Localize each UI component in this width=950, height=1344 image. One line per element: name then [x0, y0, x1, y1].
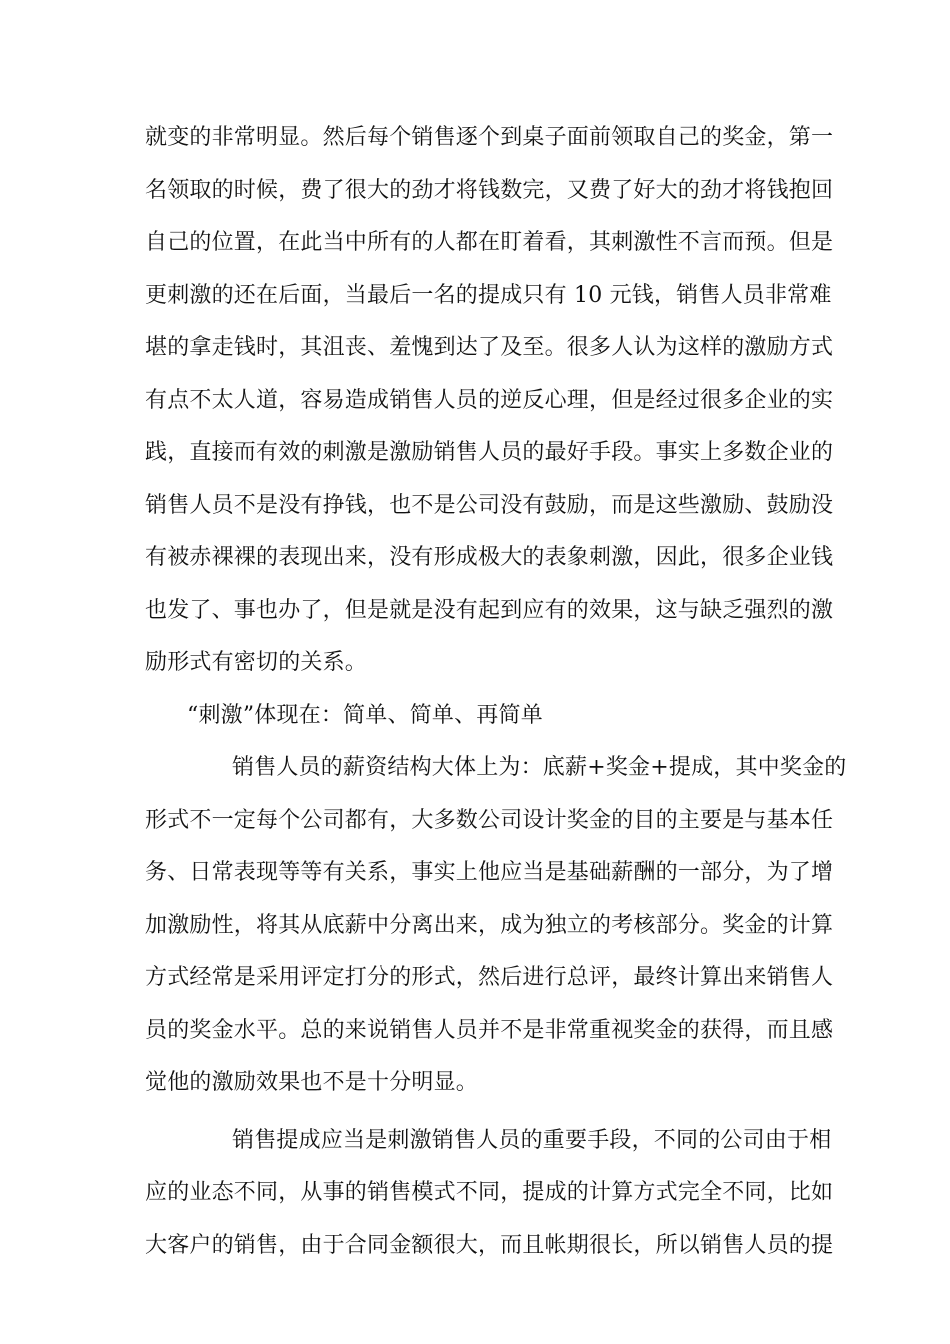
text-line: 也发了、事也办了，但是就是没有起到应有的效果，这与缺乏强烈的激	[145, 598, 834, 623]
paragraph-first-line: 销售人员的薪资结构大体上为：底薪+奖金+提成，其中奖金的	[232, 755, 847, 780]
text-line: 名领取的时候，费了很大的劲才将钱数完，又费了好大的劲才将钱抱回	[145, 178, 834, 203]
text-line: 有被赤裸裸的表现出来，没有形成极大的表象刺激，因此，很多企业钱	[145, 545, 834, 570]
text-line: 务、日常表现等等有关系，事实上他应当是基础薪酬的一部分，为了增	[145, 860, 834, 885]
text-line: 形式不一定每个公司都有，大多数公司设计奖金的目的主要是与基本任	[145, 808, 834, 833]
text-line: 销售人员不是没有挣钱，也不是公司没有鼓励，而是这些激励、鼓励没	[145, 493, 834, 518]
text-line: 自己的位置，在此当中所有的人都在盯着看，其刺激性不言而预。但是	[145, 230, 834, 255]
text-line: 员的奖金水平。总的来说销售人员并不是非常重视奖金的获得，而且感	[145, 1018, 834, 1043]
paragraph-first-line: 销售提成应当是刺激销售人员的重要手段，不同的公司由于相	[232, 1128, 832, 1153]
text-line: 大客户的销售，由于合同金额很大，而且帐期很长，所以销售人员的提	[145, 1233, 834, 1258]
text-line: 更刺激的还在后面，当最后一名的提成只有 10 元钱，销售人员非常难	[145, 283, 832, 308]
text-line: 有点不太人道，容易造成销售人员的逆反心理，但是经过很多企业的实	[145, 388, 834, 413]
text-line: 加激励性，将其从底薪中分离出来，成为独立的考核部分。奖金的计算	[145, 913, 834, 938]
text-line: 方式经常是采用评定打分的形式，然后进行总评，最终计算出来销售人	[145, 965, 834, 990]
text-line: 觉他的激励效果也不是十分明显。	[145, 1070, 479, 1095]
text-line: 应的业态不同，从事的销售模式不同，提成的计算方式完全不同，比如	[145, 1180, 834, 1205]
text-line: 堪的拿走钱时，其沮丧、羞愧到达了及至。很多人认为这样的激励方式	[145, 335, 834, 360]
text-line: 践，直接而有效的刺激是激励销售人员的最好手段。事实上多数企业的	[145, 440, 834, 465]
text-line: 励形式有密切的关系。	[145, 650, 368, 675]
section-heading: “刺激”体现在：简单、简单、再简单	[187, 703, 543, 728]
text-line: 就变的非常明显。然后每个销售逐个到桌子面前领取自己的奖金，第一	[145, 125, 834, 150]
